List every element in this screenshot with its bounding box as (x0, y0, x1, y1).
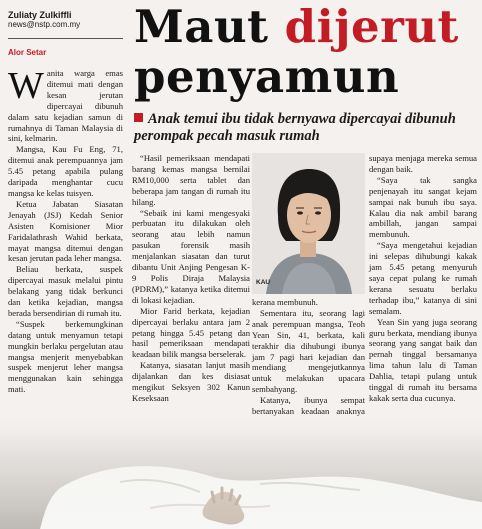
paragraph: Katanya, ibunya sempat bertanyakan keadaan anaknya (252, 395, 365, 417)
paragraph: Mangsa, Kau Fu Eng, 71, ditemui anak perempuannya jam 5.45 petang apabila pulang daripada menghantar cucu mangsa ke kelas tuisyen. (8, 144, 123, 198)
byline-name: Zuliaty Zulkiffli (8, 10, 72, 20)
paragraph: Wanita warga emas ditemui mati dengan kesan jerutan dipercayai dibunuh dalam satu kejadian samun di rumahnya di Taman Malaysia di sini, kelmarin. (8, 65, 123, 144)
paragraph: kerana membunuh. (252, 297, 318, 307)
headline (134, 2, 480, 102)
article-column-4 (369, 153, 477, 404)
paragraph: supaya menjaga mereka semua dengan baik. (369, 153, 477, 174)
subheadline (134, 111, 480, 145)
paragraph: “Hasil pemeriksaan mendapati barang kemas mangsa bernilai RM10,000 serta tablet dan beberapa jam tangan di rumah itu hilang. (132, 153, 250, 207)
byline (8, 10, 128, 39)
headline-word-2: dijerut (284, 0, 459, 53)
victim-portrait-photo (252, 153, 365, 294)
paragraph: “Saya tak sangka penjenayah itu sangat kejam sampai nak bunuh ibu saya. Kalau dia nak ambil barang ambillah, jangan sampai membunuh. (369, 174, 477, 240)
drop-cap: W (8, 65, 44, 107)
byline-divider (8, 38, 123, 39)
crime-scene-sheet-illustration (0, 418, 482, 529)
paragraph: Ketua Jabatan Siasatan Jenayah (JSJ) Kedah Senior Asisten Komisioner Mior Faridalathrash Wahid berkata, mayat mangsa ditemui dengan kesan jerutan pada leher mangsa. (8, 198, 123, 264)
headline-word-3: penyamun (134, 50, 400, 103)
article-column-3 (252, 297, 365, 428)
paragraph: “Sebaik ini kami mengesyaki perbuatan itu dilakukan oleh seorang atau lebih namun pasukan forensik masih menjalankan siasatan dan turut dibantu Unit Anjing Pengesan K-9 Polis Diraja Malaysia (PDRM),” katanya ketika ditemui di lokasi kejadian. (132, 207, 250, 305)
subheadline-text: Anak temui ibu tidak bernyawa dipercayai dibunuh perompak pecah masuk rumah (134, 111, 456, 144)
portrait-illustration (252, 153, 365, 294)
headline-word-1: Maut (134, 0, 269, 53)
photo-caption: KAU (256, 279, 271, 286)
article-column-1 (8, 65, 123, 395)
paragraph: Sementara itu, seorang lagi anak perempuan mangsa, Teoh Yean Sin, 41, berkata, kali terakhir dia dihubungi ibunya jam 7 pagi hari kejadian dan mendiang mengejutkannya untuk melakukan upacara sembahyang. (252, 307, 365, 395)
paragraph: “Saya mengetahui kejadian ini selepas dihubungi kakak jam 5.45 petang menyuruh saya cepat pulang ke rumah kerana sesuatu berlaku terhadap ibu,” katanya di sini semalam. (369, 240, 477, 316)
dateline: Alor Setar (8, 48, 47, 57)
bullet-square-icon (134, 113, 143, 122)
paragraph: Beliau berkata, suspek dipercayai masuk melalui pintu belakang yang tidak berkunci dan ketika kejadian, mangsa berada bersendirian di rumah itu. (8, 264, 123, 318)
paragraph: Katanya, siasatan lanjut masih dijalankan dan kes disiasat mengikut Seksyen 302 Kanun Keseksaan (132, 360, 250, 403)
paragraph: Mior Farid berkata, kejadian dipercayai berlaku antara jam 2 petang hingga 5.45 petang dan hasil pemeriksaan mendapati keadaan bilik mangsa berselerak. (132, 305, 250, 360)
article-column-2 (132, 153, 250, 404)
paragraph: “Suspek berkemungkinan datang untuk menyamun tetapi mungkin berlaku pergelutan atau mangsa menjerit menyebabkan suspek menjerut leher mangsa menggunakan kain sehingga mati. (8, 318, 123, 395)
paragraph: Yean Sin yang juga seorang guru berkata, mendiang ibunya seorang yang sangat baik dan pernah tinggal bersamanya lima tahun lalu di Taman Dahlia, tetapi pulang untuk tinggal di rumah itu bersama kakak serta dua cucunya. (369, 316, 477, 403)
byline-email[interactable]: news@nstp.com.my (8, 20, 81, 29)
